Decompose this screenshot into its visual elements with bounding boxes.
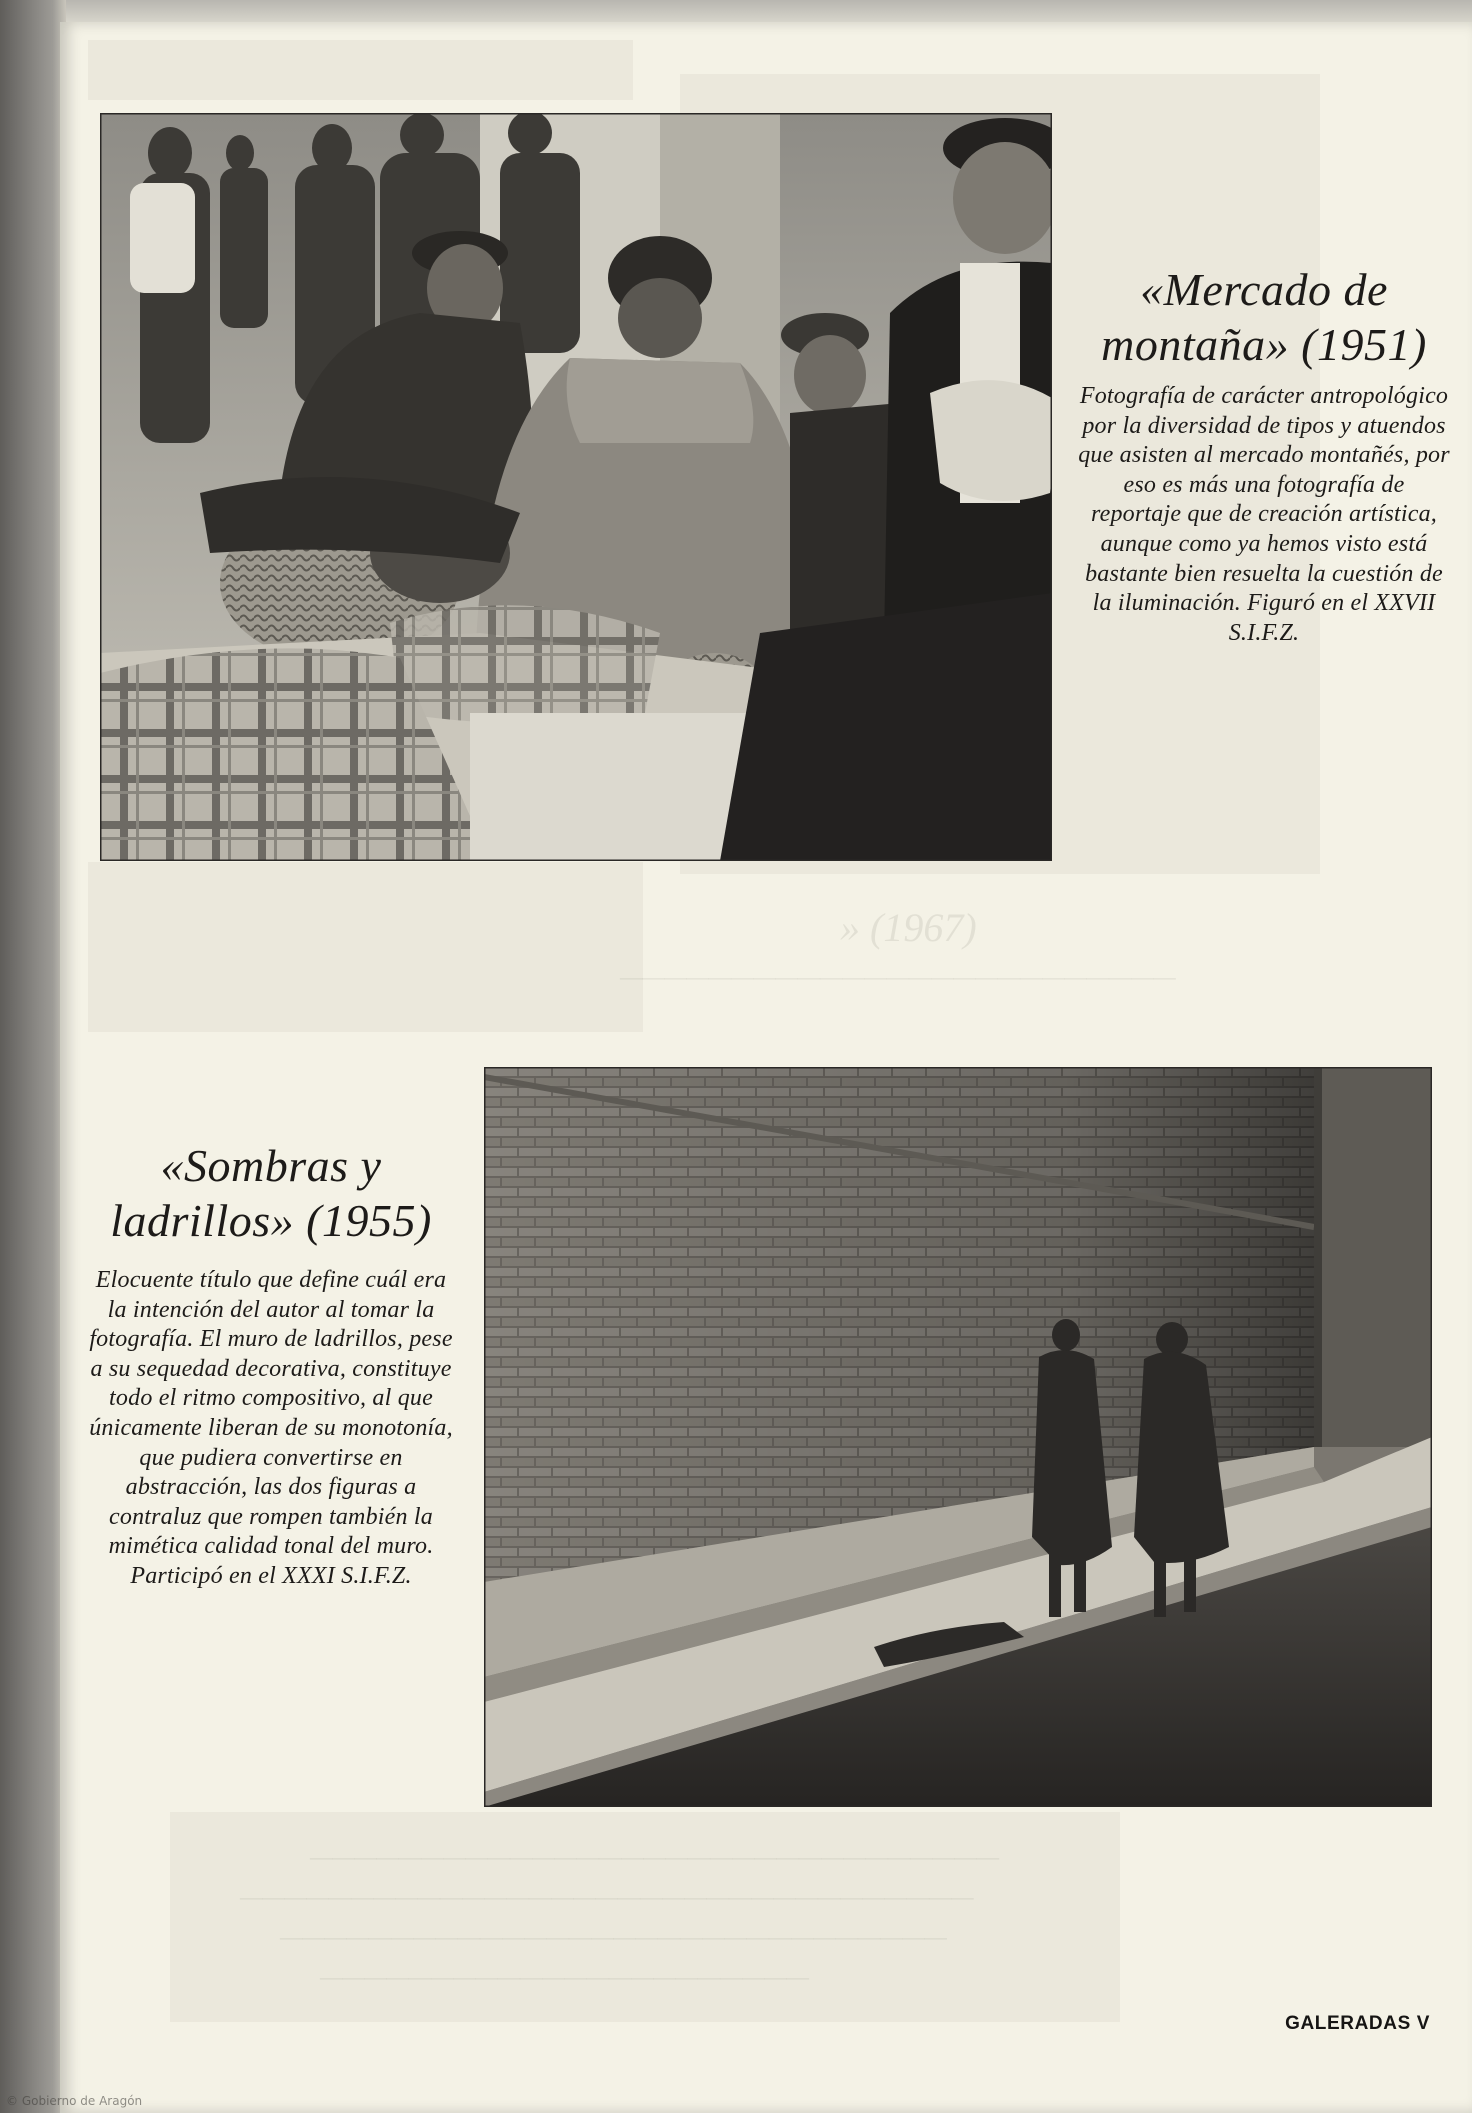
show-through-block — [88, 862, 643, 1032]
brick-wall-photograph — [484, 1067, 1432, 1807]
caption-title: «Mercado de montaña» (1951) — [1101, 264, 1427, 370]
caption-mercado — [1078, 262, 1450, 648]
show-through-text: ——————————————————————————————— — [310, 1844, 1000, 1871]
show-through-text: ————————————————————————— — [620, 964, 1176, 991]
show-through-text: —————————————————————— — [320, 1964, 810, 1991]
show-through-text: —————————————————————————————— — [280, 1924, 947, 1951]
caption-description: Fotografía de carácter antropológico por la diversidad de tipos y atuendos que asisten al mercado montañés, por eso es más una fotografía de reportaje que de creación artística, aunque como ya hemos visto está bastante bien resuelta la cuestión de la iluminación. Figuró en el XXVII S.I.F.Z. — [1078, 383, 1450, 646]
show-through-text: ————————————————————————————————— — [240, 1884, 974, 1911]
book-spine — [0, 0, 66, 2113]
page-top-edge — [66, 0, 1472, 24]
caption-sombras — [86, 1138, 456, 1592]
caption-description: Elocuente título que define cuál era la intención del autor al tomar la fotografía. El muro de ladrillos, pese a su sequedad decorativa, constituye todo el ritmo compositivo, al que únicamente liberan de su monotonía, que pudiera convertirse en abstracción, las dos figuras a contraluz que rompen también la mimética calidad tonal del muro. Participó en el XXXI S.I.F.Z. — [89, 1267, 453, 1589]
caption-title: «Sombras y ladrillos» (1955) — [110, 1140, 432, 1246]
show-through-block — [88, 40, 633, 100]
show-through-text: » (1967) — [840, 905, 977, 950]
copyright-watermark: © Gobierno de Aragón — [6, 2094, 143, 2108]
section-footer: GALERADAS V — [1285, 2013, 1430, 2034]
market-photograph — [100, 113, 1052, 861]
